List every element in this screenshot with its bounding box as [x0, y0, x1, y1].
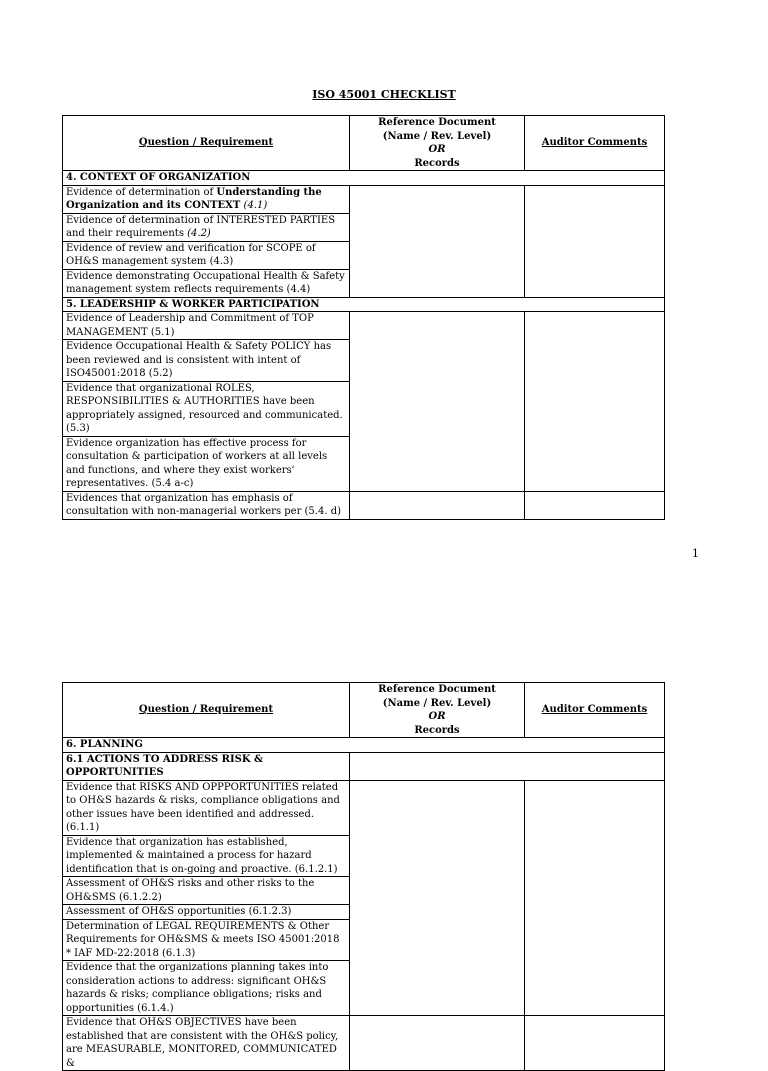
table-row	[63, 312, 665, 340]
requirement-6-1-2-2: Assessment of OH&S risks and other risks to the OH&SMS (6.1.2.2)	[63, 877, 350, 905]
reference-cell[interactable]	[350, 491, 525, 519]
requirement-4-1: Evidence of determination of Understanding the Organization and its CONTEXT (4.1)	[63, 185, 350, 213]
auditor-comments-header: Auditor Comments	[525, 683, 665, 738]
requirement-4-3: Evidence of review and verification for SCOPE of OH&S management system (4.3)	[63, 241, 350, 269]
requirement-4-4: Evidence demonstrating Occupational Health & Safety management system reflects requirements (4.4)	[63, 269, 350, 297]
page-number: 1	[692, 547, 699, 560]
requirement-5-1: Evidence of Leadership and Commitment of TOP MANAGEMENT (5.1)	[63, 312, 350, 340]
requirement-5-4: Evidence organization has effective process for consultation & participation of workers at all levels and functions, and where they exist workers' representatives. (5.4 a-c)	[63, 436, 350, 491]
reference-cell[interactable]	[350, 312, 525, 492]
checklist-table-page-1	[62, 115, 665, 520]
comments-cell[interactable]	[525, 312, 665, 492]
section-5-heading: 5. LEADERSHIP & WORKER PARTICIPATION	[63, 297, 665, 312]
section-6-heading: 6. PLANNING	[63, 738, 665, 753]
table-row	[63, 185, 665, 213]
requirement-5-4-d: Evidences that organization has emphasis of consultation with non-managerial workers per (5.4. d)	[63, 491, 350, 519]
section-6-1-blank	[350, 752, 665, 780]
section-6-1-heading: 6.1 ACTIONS TO ADDRESS RISK & OPPORTUNITIES	[63, 752, 350, 780]
reference-document-header: Reference Document (Name / Rev. Level) OR Records	[350, 116, 525, 171]
requirement-6-1-2-1: Evidence that organization has established, implemented & maintained a process for hazard identification that is on-going and proactive. (6.1.2.1)	[63, 835, 350, 877]
comments-cell[interactable]	[525, 491, 665, 519]
checklist-title: ISO 45001 CHECKLIST	[312, 88, 456, 101]
comments-cell[interactable]	[525, 185, 665, 297]
requirement-4-2: Evidence of determination of INTERESTED PARTIES and their requirements (4.2)	[63, 213, 350, 241]
auditor-comments-header: Auditor Comments	[525, 116, 665, 171]
requirement-5-2: Evidence Occupational Health & Safety POLICY has been reviewed and is consistent with intent of ISO45001:2018 (5.2)	[63, 340, 350, 382]
requirement-6-1-1: Evidence that RISKS AND OPPPORTUNITIES related to OH&S hazards & risks, compliance obligations and other issues have been identified and addressed. (6.1.1)	[63, 780, 350, 835]
question-requirement-header: Question / Requirement	[63, 683, 350, 738]
requirement-5-3: Evidence that organizational ROLES, RESPONSIBILITIES & AUTHORITIES have been appropriately assigned, resourced and communicated. (5.3)	[63, 381, 350, 436]
reference-document-header: Reference Document (Name / Rev. Level) OR Records	[350, 683, 525, 738]
table-row	[63, 780, 665, 835]
reference-cell[interactable]	[350, 780, 525, 1016]
checklist-table-page-2	[62, 682, 665, 1071]
requirement-6-1-4: Evidence that the organizations planning takes into consideration actions to address: significant OH&S hazards & risks; compliance obligations; risks and opportunities (6.1.4.)	[63, 961, 350, 1016]
section-4-heading: 4. CONTEXT OF ORGANIZATION	[63, 171, 665, 186]
question-requirement-header: Question / Requirement	[63, 116, 350, 171]
comments-cell[interactable]	[525, 780, 665, 1016]
requirement-6-1-2-3: Assessment of OH&S opportunities (6.1.2.3)	[63, 905, 350, 920]
reference-cell[interactable]	[350, 185, 525, 297]
table-row	[63, 491, 665, 519]
requirement-6-1-3: Determination of LEGAL REQUIREMENTS & Other Requirements for OH&SMS & meets ISO 45001:2018 * IAF MD-22:2018 (6.1.3)	[63, 919, 350, 961]
requirement-6-2: Evidence that OH&S OBJECTIVES have been established that are consistent with the OH&S policy, are MEASURABLE, MONITORED, COMMUNICATED &	[63, 1016, 350, 1071]
